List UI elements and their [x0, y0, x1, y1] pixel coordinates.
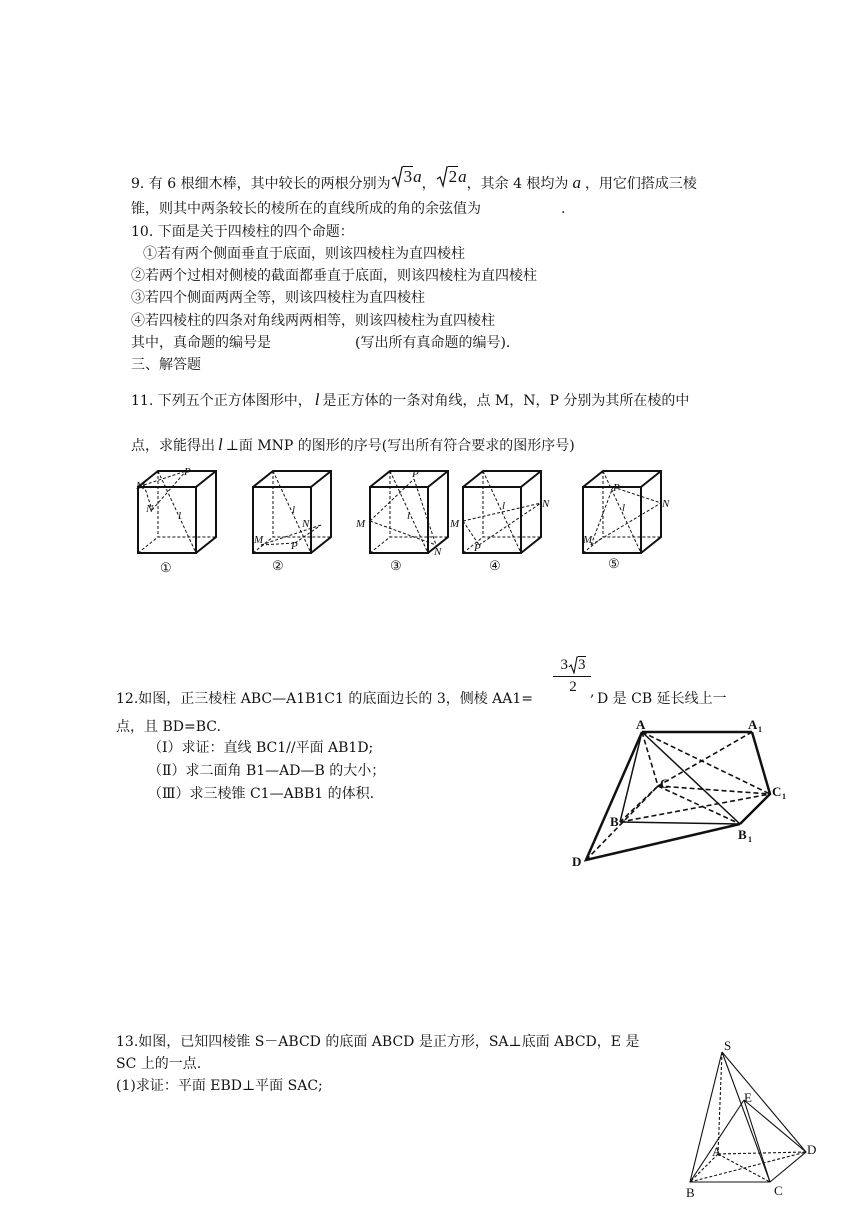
svg-text:l: l	[292, 504, 296, 516]
svg-text:1: 1	[758, 725, 762, 734]
svg-text:N: N	[146, 503, 154, 515]
cube-figure-4	[463, 471, 541, 553]
q12-line2: 点，且 BD=BC.	[116, 719, 221, 735]
q11-line2: 点，求能得出 l ⊥面 MNP 的图形的序号(写出所有符合要求的图形序号)	[131, 435, 575, 454]
svg-text:M: M	[254, 534, 264, 546]
svg-text:C: C	[774, 1183, 783, 1198]
q13-line3: (1)求证：平面 EBD⊥平面 SAC;	[116, 1078, 323, 1094]
q12-line1-tail: ,	[590, 684, 595, 700]
section-heading: 三、解答题	[131, 357, 201, 373]
pyramid-figure	[680, 1040, 830, 1210]
svg-text:M: M	[356, 518, 366, 530]
svg-text:N: N	[662, 498, 670, 510]
q10-answer-line: 其中，真命题的编号是 (写出所有真命题的编号).	[131, 335, 511, 351]
svg-text:B: B	[738, 827, 747, 842]
q10-title: 10. 下面是关于四棱柱的四个命题：	[131, 224, 354, 240]
svg-text:l: l	[502, 500, 506, 512]
q10-item-2: ②若两个过相对侧棱的截面都垂直于底面，则该四棱柱为直四棱柱	[131, 268, 537, 284]
svg-text:B: B	[610, 814, 619, 829]
svg-text:P: P	[613, 482, 620, 494]
q9-line2: 锥，则其中两条较长的棱所在的直线所成的角的余弦值为 .	[131, 201, 566, 217]
svg-text:1: 1	[748, 835, 752, 844]
q9-prefix: 9. 有 6 根细木棒，其中较长的两根分别为	[131, 176, 391, 192]
svg-text:A: A	[712, 1144, 722, 1159]
svg-text:C: C	[772, 784, 782, 799]
svg-text:l: l	[622, 502, 626, 514]
fig-label-1: ①	[160, 561, 172, 576]
svg-text:M: M	[583, 534, 593, 546]
svg-text:P: P	[291, 540, 298, 552]
var-l: l	[314, 390, 320, 409]
q10-item-1: ①若有两个侧面垂直于底面，则该四棱柱为直四棱柱	[143, 246, 465, 262]
svg-text:M: M	[136, 480, 146, 492]
var-a: a	[572, 173, 581, 192]
svg-text:P: P	[412, 468, 419, 480]
fig-label-3: ③	[390, 559, 402, 574]
svg-text:E: E	[744, 1090, 752, 1105]
svg-text:A: A	[748, 718, 758, 732]
q12-part-2: （Ⅱ）求二面角 B1—AD—B 的大小；	[148, 763, 386, 779]
q11-line1: 11. 下列五个正方体图形中， l 是正方体的一条对角线，点 M，N，P 分别为其所在棱的中	[131, 390, 690, 409]
q10-item-3: ③若四个侧面两两全等，则该四棱柱为直四棱柱	[131, 290, 425, 306]
svg-text:P: P	[184, 466, 191, 478]
svg-text:N: N	[302, 518, 310, 530]
q12-line1-suffix: D 是 CB 延长线上一	[597, 691, 727, 707]
svg-text:N: N	[434, 546, 442, 558]
svg-text:D: D	[572, 854, 582, 868]
svg-text:l: l	[178, 510, 182, 522]
svg-text:l: l	[407, 510, 411, 522]
cube-figures	[128, 465, 688, 580]
q10-item-4: ④若四棱柱的四条对角线两两相等，则该四棱柱为直四棱柱	[131, 313, 495, 329]
q13-line2: SC 上的一点.	[116, 1056, 202, 1072]
svg-text:1: 1	[782, 792, 786, 801]
q9-line1: 9. 有 6 根细木棒，其中较长的两根分别为 3 a ， 2 a ，其余 4 根均为 a ，用它们搭成三棱	[131, 166, 697, 192]
sqrt2a-formula: 2 a	[436, 166, 467, 188]
q12-part-3: （Ⅲ）求三棱锥 C1—ABB1 的体积.	[148, 786, 375, 802]
aa1-fraction: 3 3 2	[553, 656, 593, 696]
svg-text:N: N	[542, 498, 550, 510]
q12-part-1: （Ⅰ）求证：直线 BC1//平面 AB1D;	[148, 740, 374, 756]
fig-label-4: ④	[489, 559, 501, 574]
q13-line1: 13.如图，已知四棱锥 S－ABCD 的底面 ABCD 是正方形，SA⊥底面 ABCD，E 是	[116, 1034, 640, 1050]
svg-text:B: B	[686, 1185, 695, 1200]
svg-text:P: P	[474, 542, 481, 554]
svg-text:A: A	[636, 718, 646, 732]
svg-text:M: M	[450, 518, 460, 530]
svg-text:C: C	[660, 776, 670, 791]
prism-figure	[570, 718, 810, 868]
fig-label-2: ②	[272, 559, 284, 574]
q12-line1: 12.如图，正三棱柱 ABC—A1B1C1 的底面边长的 3，侧棱 AA1=	[116, 691, 534, 707]
svg-text:S: S	[724, 1040, 732, 1053]
sqrt3a-formula: 3 a	[391, 166, 422, 188]
svg-text:D: D	[807, 1142, 817, 1157]
fig-label-5: ⑤	[608, 557, 620, 572]
